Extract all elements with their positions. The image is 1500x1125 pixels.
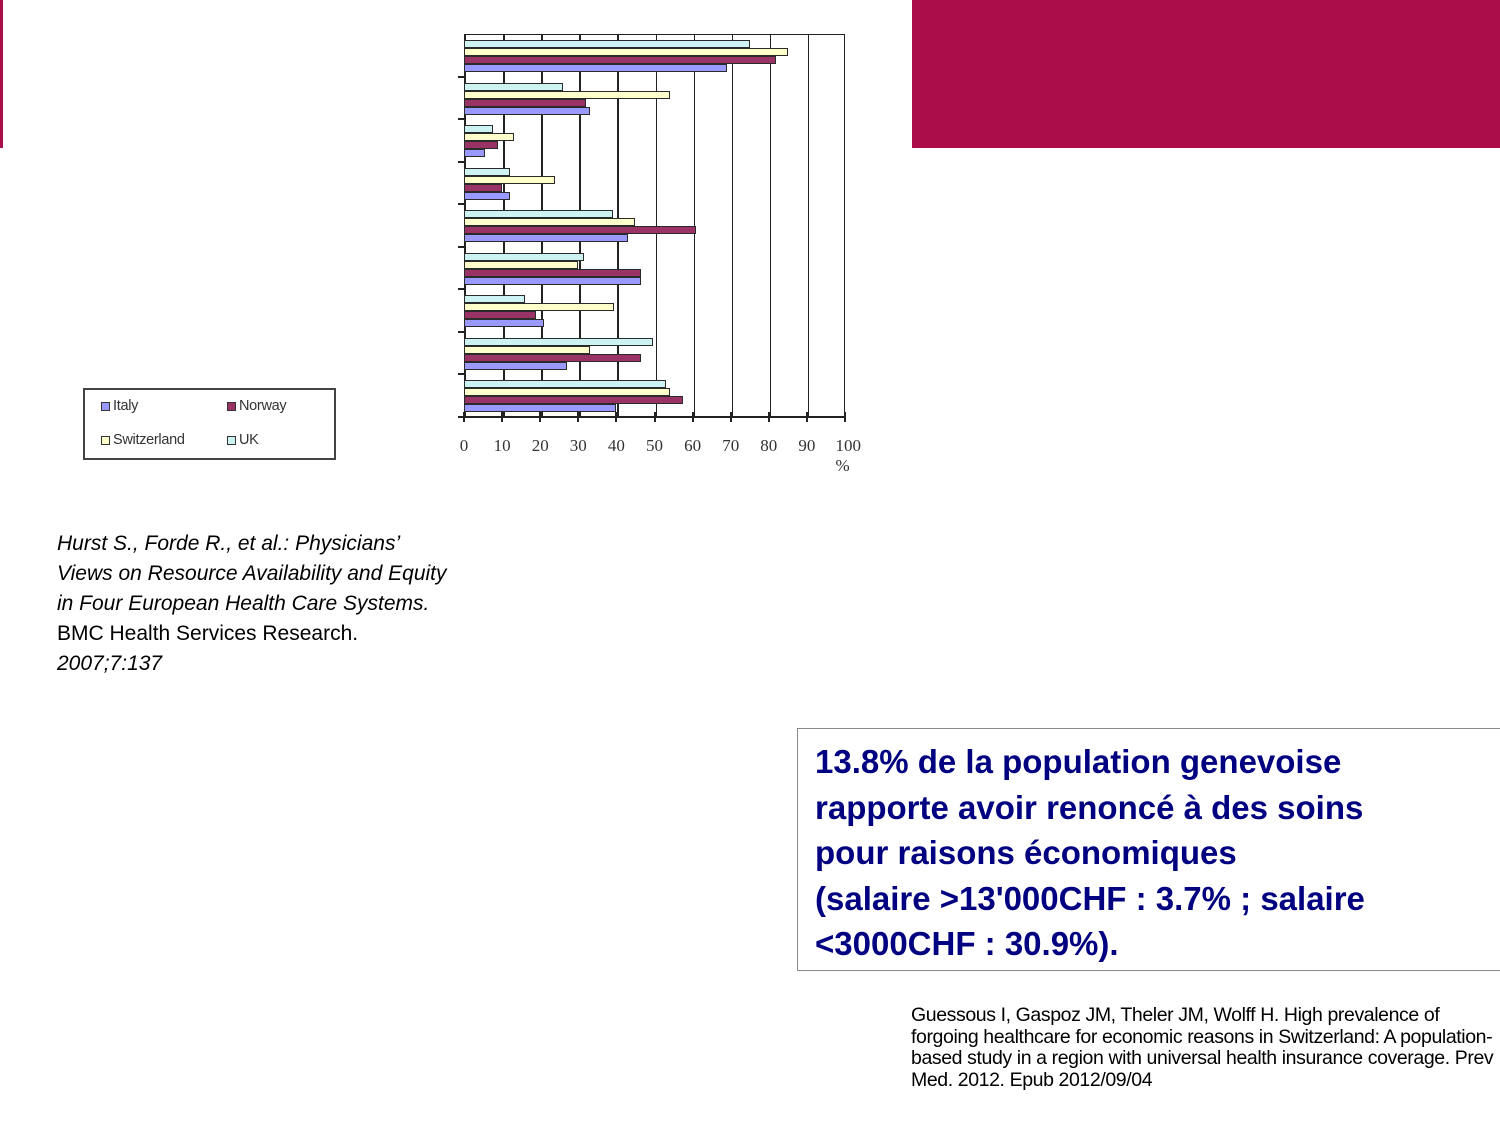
bar-switzerland [464, 48, 788, 56]
bar-uk [464, 83, 563, 91]
x-tick-label: 20 [531, 436, 549, 455]
x-tick-label: 50 [646, 436, 663, 455]
x-tick-label: 100 % [835, 436, 861, 475]
x-axis [458, 416, 846, 418]
bar-uk [464, 168, 510, 176]
citation-line: 2007;7:137 [57, 652, 163, 675]
bar-switzerland [464, 303, 614, 311]
bar-italy [464, 362, 567, 370]
bar-switzerland [464, 133, 514, 141]
legend-item-norway [227, 398, 286, 414]
bar-italy [464, 234, 628, 242]
y-tick [458, 118, 465, 120]
bar-italy [464, 404, 616, 412]
citation-line: Hurst S., Forde R., et al.: Physicians’ [57, 532, 401, 555]
y-tick [458, 416, 465, 418]
bar-uk [464, 338, 653, 346]
y-tick [458, 161, 465, 163]
bar-uk [464, 125, 493, 133]
x-tick-label: 10 [493, 436, 511, 455]
bar-norway [464, 354, 641, 362]
y-tick [458, 76, 465, 78]
bar-chart [0, 0, 900, 475]
bar-italy [464, 319, 544, 327]
x-tick [806, 412, 808, 422]
bar-switzerland [464, 261, 578, 269]
citation-hurst [57, 529, 447, 679]
x-tick [654, 412, 656, 422]
gridline [808, 35, 810, 416]
legend-label: Italy [113, 398, 139, 414]
bar-norway [464, 396, 683, 404]
citation-line: BMC Health Services Research. [57, 622, 359, 645]
legend-swatch [227, 402, 236, 411]
legend-item-uk [227, 432, 259, 448]
x-tick [730, 412, 732, 422]
citation-guessous: Guessous I, Gaspoz JM, Theler JM, Wolff H. High prevalence of forgoing healthcare for economic reasons in Switzerland: A population-based study in a region with universal health insurance coverage. Prev Med. 2012. Epub 2012/09/04 [911, 1004, 1494, 1091]
x-tick [692, 412, 694, 422]
callout-box [797, 728, 1500, 971]
bar-italy [464, 149, 485, 157]
bar-uk [464, 210, 613, 218]
callout-line: pour raisons économiques [815, 834, 1237, 871]
legend-label: UK [239, 432, 259, 448]
x-tick-label: 60 [684, 436, 702, 455]
bar-uk [464, 295, 525, 303]
legend-swatch [101, 436, 110, 445]
bar-switzerland [464, 346, 590, 354]
gridline [770, 35, 772, 416]
bar-switzerland [464, 388, 670, 396]
bar-italy [464, 64, 727, 72]
x-tick [539, 412, 541, 422]
x-tick [577, 412, 579, 422]
legend-swatch [101, 402, 110, 411]
bar-italy [464, 107, 590, 115]
legend-label: Norway [239, 398, 287, 414]
bar-uk [464, 40, 750, 48]
citation-line: in Four European Health Care Systems. [57, 592, 430, 615]
bar-uk [464, 380, 666, 388]
accent-block-top [912, 0, 1500, 148]
y-tick [458, 288, 465, 290]
legend-label: Switzerland [113, 432, 185, 448]
bar-norway [464, 99, 586, 107]
bar-norway [464, 141, 498, 149]
x-tick [615, 412, 617, 422]
y-tick [458, 246, 465, 248]
bar-switzerland [464, 176, 555, 184]
x-tick [501, 412, 503, 422]
x-tick-label: 40 [607, 436, 625, 455]
y-tick [458, 373, 465, 375]
callout-line: (salaire >13'000CHF : 3.7% ; salaire [815, 879, 1365, 917]
bar-norway [464, 311, 536, 319]
x-tick-label: 80 [760, 436, 778, 455]
bar-norway [464, 226, 696, 234]
callout-line: <3000CHF : 30.9%). [815, 925, 1119, 962]
x-tick-label: 70 [722, 436, 740, 455]
citation-line: Views on Resource Availability and Equity [57, 562, 447, 585]
x-tick-label: 90 [798, 436, 816, 455]
bar-italy [464, 192, 510, 200]
x-tick [768, 412, 770, 422]
bar-italy [464, 277, 641, 285]
callout-line: rapporte avoir renoncé à des soins [815, 788, 1364, 826]
bar-uk [464, 253, 584, 261]
bar-norway [464, 56, 776, 64]
x-tick-label: 30 [569, 436, 587, 455]
legend-swatch [227, 436, 236, 445]
x-tick-label: 0 [459, 436, 469, 455]
legend-item-switzerland [101, 432, 185, 448]
bar-norway [464, 184, 502, 192]
gridline [732, 35, 734, 416]
legend-item-italy [101, 398, 138, 414]
y-tick [458, 203, 465, 205]
callout-line: 13.8% de la population genevoise [815, 743, 1342, 780]
chart-legend [83, 388, 336, 460]
y-tick [458, 331, 465, 333]
bar-norway [464, 269, 641, 277]
bar-switzerland [464, 218, 635, 226]
bar-switzerland [464, 91, 670, 99]
x-tick [844, 412, 846, 422]
